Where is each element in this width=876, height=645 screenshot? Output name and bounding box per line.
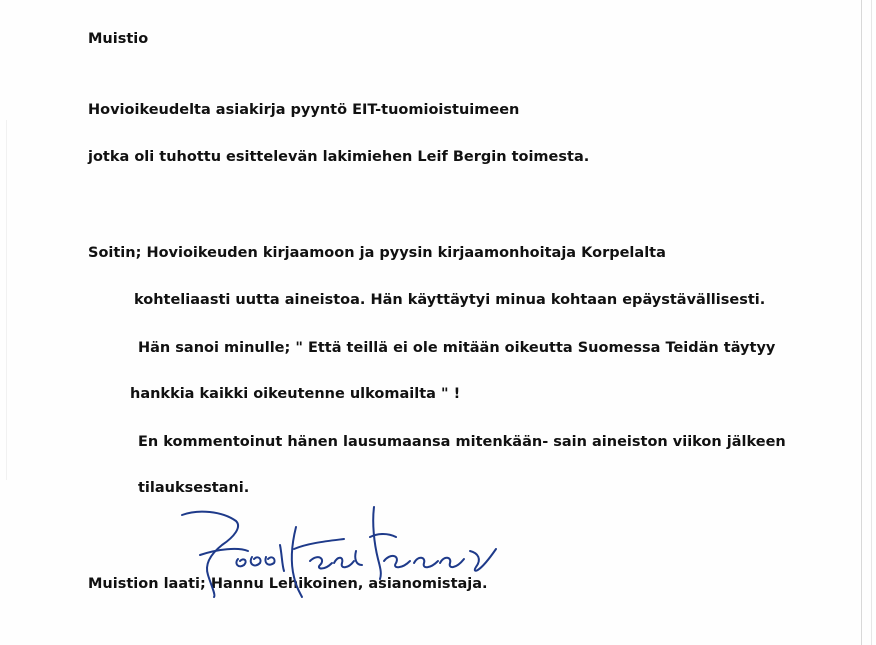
memo-body-line-1: Soitin; Hovioikeuden kirjaamoon ja pyysin kirjaamonhoitaja Korpelalta: [88, 245, 666, 261]
memo-body-line-2: kohteliaasti uutta aineistoa. Hän käyttäytyi minua kohtaan epäystävällisesti.: [134, 292, 766, 308]
memo-body-line-3: Hän sanoi minulle; " Että teillä ei ole mitään oikeutta Suomessa Teidän täytyy: [138, 340, 776, 356]
scan-edge-left: [6, 120, 7, 480]
memo-title: Muistio: [88, 31, 149, 47]
memo-body-line-6: tilauksestani.: [138, 480, 250, 496]
scan-edge-right-outer: [871, 0, 872, 645]
memo-signature-line: Muistion laati; Hannu Lehikoinen, asianomistaja.: [88, 576, 488, 592]
memo-subject-line-2: jotka oli tuhottu esittelevän lakimiehen Leif Bergin toimesta.: [88, 149, 590, 165]
scan-edge-right: [861, 0, 862, 645]
memo-body-line-5: En kommentoinut hänen lausumaansa mitenkään- sain aineiston viikon jälkeen: [138, 434, 786, 450]
memo-body-line-4: hankkia kaikki oikeutenne ulkomailta " !: [130, 386, 461, 402]
memo-subject-line-1: Hovioikeudelta asiakirja pyyntö EIT-tuomioistuimeen: [88, 102, 520, 118]
